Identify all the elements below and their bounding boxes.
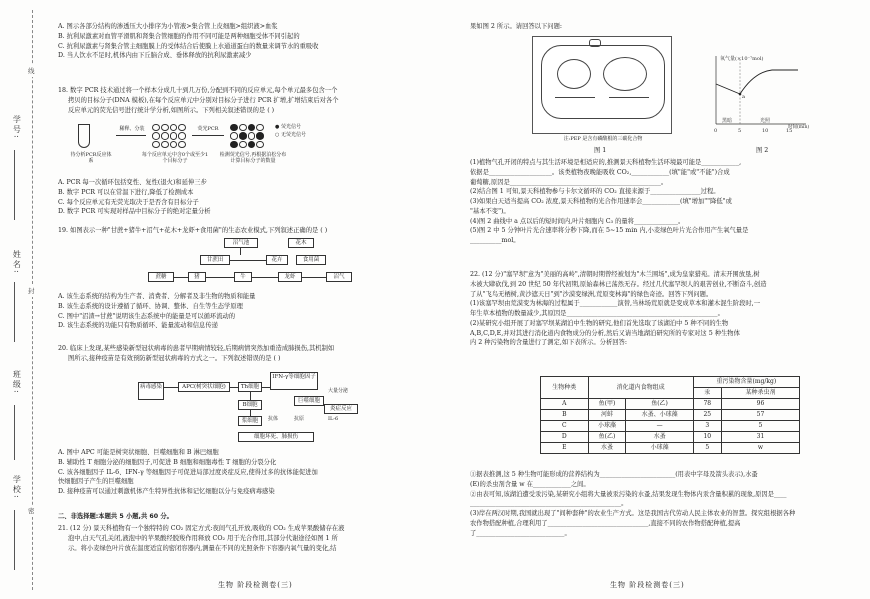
q19-option-a: A. 该生态系统的结构为生产者、消费者、分解者及非生物的物质和能量 [58,293,256,300]
pollutant-table [540,376,800,454]
right-column [470,0,858,599]
q21-sub-2: (2)结合图 1 可知,景天科植物参与卡尔文循环的 CO₂ 直接来源于________________过程。 [470,188,720,196]
school-blank[interactable] [14,510,15,570]
svg-text:a: a [742,94,745,100]
q21-subquestions [470,158,858,246]
q18-option-d: D. 数字 PCR 可实现对样品中目标分子的绝对定量分析 [58,208,211,216]
left-column [58,0,448,599]
table-row: C 小球藻 — 3 5 [541,421,800,432]
q21-sub-1c: 葡萄糖,原因是________________________________________________。 [470,178,668,186]
apc-box: APC(树突状细胞) [178,382,230,392]
binding-margin [0,0,52,599]
q19-options [58,292,448,331]
q22-sub-2b: A,B,C,D,E,并对其进行消化道内食物成分的分析,然后又请当地湖泊研究所的专家对这 5 种生物体 [470,329,740,337]
cam-pathway-figure [532,36,672,143]
cane-sugar-box: 蔗糖 [148,272,174,282]
mass-secretion-label: 大量分泌 [328,388,349,394]
pcr-sample-label: 待分析PCR反应体系 [70,152,112,164]
name-blank[interactable] [14,282,15,342]
x-tick-15: 15 [786,128,793,134]
class-label: 班级: [12,370,22,395]
right-footer: 生物 阶段检测卷(三) [610,581,685,590]
q20-options [58,448,448,497]
antibody-label: 抗体 [268,416,279,422]
fluor-pcr-label: 荧光PCR [197,126,219,132]
fig2-label: 图 2 [756,147,769,154]
reaction-grid-after [230,124,264,148]
inflammation-box: 炎症反应 [324,404,358,414]
arrow-1 [116,135,146,136]
b-cell-box: B细胞 [238,400,262,410]
col-diet: 消化道内食物组成 [588,377,693,399]
section-2-heading: 二、非选择题:本题共 5 小题,共 60 分。 [58,513,173,520]
sugarcane-field-box: 甘蔗田 [200,255,230,265]
q21-continued: 果如图 2 所示。请回答以下问题: [470,23,562,30]
question-19 [58,226,448,236]
cut-word-seal: 封 [28,285,35,297]
q22-sub-2c: 内 2 种污染物的含量进行了测定,如下表所示。分析回答: [470,339,627,347]
q21-stem-2: 泡中,白天气孔关闭,液泡中的苹果酸经脱羧作用释放 CO₂ 用于光合作用,其部分代谢途径如图 1 所 [68,534,338,542]
x-tick-0: 0 [714,128,718,134]
q18-stem-1: 18. 数字 PCR 技术通过将一个样本分成几十到几万份,分配到不同的反应单元,每个单元最多包含一个 [58,87,338,94]
dilute-label: 稀释、分装 [119,126,145,132]
col-pollutant: 重污染物含量(mg/kg) [693,377,799,388]
q22-stem-1: 22. (12 分)"塞罕坝"意为"美丽的高岭",清朝时期曾经被划为"木兰围场",成为皇家猎苑。清末开围放垦,树 [470,271,760,278]
q22-sub-2-2a: ②由表可知,该湖泊遭受汞污染,某研究小组将大量被汞污染的水蚤,结果发现生物体内汞含量积累的现象,原因是____ [470,490,787,498]
col-species: 生物种类 [541,377,589,399]
test-tube-icon [78,124,90,148]
x-tick-10: 10 [762,128,769,134]
question-20 [58,344,448,364]
student-id-blank[interactable] [14,150,15,220]
q19-option-b: B. 该生态系统的设计遵循了循环、协调、整体、自生等生态学原理 [58,302,243,310]
arrow-2 [192,135,224,136]
q22-sub-3c: 了____________________________。 [470,529,571,537]
q17-option-a: A. 图示各部分结构的渗透压大小排序为小管液>集合管上皮细胞>组织液>血浆 [58,23,278,30]
plasma-cell-box: 浆细胞 [238,416,262,426]
legend-positive: ● 荧光信号 [275,124,301,130]
table-row: A 鱼(甲) 鱼(乙) 78 96 [541,399,800,410]
q17-option-c: C. 抗利尿激素与肾集合管主细胞膜上的受体结合后使膜上水通道蛋白的数量来调节水的重吸收 [58,42,319,50]
table-row: B 河蚌 水蚤、小球藻 25 57 [541,410,800,421]
dark-zone-label: 黑暗 [722,118,733,124]
q17-options [58,22,448,61]
q20-option-a: A. 图中 APC 可能是树突状细胞、巨噬细胞和 B 淋巴细胞 [58,449,219,456]
q21-stem-1: 21. (12 分) 景天科植物有一个独特特的 CO₂ 固定方式:夜间气孔开放,吸收的 CO₂ 生成苹果酸储存在液 [58,525,345,532]
immune-mechanism-figure [138,370,378,448]
ifn-box: IFN-γ等细胞因子 [270,372,318,390]
q17-option-d: D. 当人饮水不足时,机体内由下丘脑合成、垂体释放的抗利尿激素减少 [58,52,252,60]
q19-option-c: C. 图中"沼渣→甘蔗"说明该生态系统中的能量是可以循环流动的 [58,312,236,320]
left-footer: 生物 阶段检测卷(三) [218,581,293,590]
virus-infection-box: 病毒感染 [138,382,164,400]
q22-sub-2-2b: ________________________________________________。 [470,500,628,508]
x-axis-label: 时间(min) [788,125,810,130]
q18-option-a: A. PCR 每一次循环包括变性、复性(退火)和延伸三步 [58,179,207,186]
question-22 [470,270,858,348]
q20-option-c1: C. 该各细胞因子 IL-6、IFN-γ 等细胞因子可促进局部过度炎症反应,使得过多的抗体能促进加 [58,468,318,476]
oxygen-chart [702,52,812,138]
q21-sub-3a: (3)如果白天适当提高 CO₂ 浓度,景天科植物的光合作用速率会____________(填"增加""降低"或 [470,198,732,205]
q20-option-b: B. 辅助性 T 细胞分泌的细胞因子,可促进 B 细胞和细胞毒性 T 细胞的分裂分化 [58,458,277,466]
fig1-caption: 注:PEP 是含有磷酸根的三碳化合物 [563,136,643,143]
flowers-box-top: 花木 [288,238,314,248]
q18-option-b: B. 数字 PCR 可以在常温下进行,降低了检测成本 [58,188,194,196]
q22-sub-1b: 年生草本植物的数量减少,其原因是________________________________________________。 [470,310,724,317]
light-zone-label: 光照 [760,118,771,124]
q21-sub-5a: (5)图 2 中 5 分钟叶片光合速率将分秒下降,而在 5~15 min 内,小麦绿色叶片光合作用产生氧气量是 [470,227,749,235]
q19-stem: 19. 如图表示一种"甘蔗+猪牛+沼气+花木+龙虾+食用菌"的生态农业模式,下列叙述正确的是 ( ) [58,227,328,234]
q22-stem-3: 了从"飞鸟无栖树,黄沙遮天日"到"沙漠变绿洲,荒原变林海"的绿色奇迹。回答下列问题。 [470,290,713,298]
q22-sub-1a: (1)该塞罕坝由荒漠变为林海的过程属于____________演替,当林场荒原就是变成草本和灌木混生阶段时,一 [470,300,760,308]
cattle-box: 牛 [234,272,252,282]
pcr-figure [70,122,400,172]
q18-stem-2: 拷贝的目标分子(DNA 模板),在每个反应单元中分别对目标分子进行 PCR 扩增,扩增结束后对各个 [68,96,339,104]
col-pesticide: 某种杀虫剂 [721,388,799,399]
pig-box: 猪 [188,272,206,282]
question-21 [58,524,448,553]
cut-word-line: 线 [28,65,35,77]
il6-label: IL-6 [328,416,339,422]
q22-followups [470,470,858,538]
student-id-label: 学号: [12,115,22,140]
q20-stem-1: 20. 临床上发现,某些感染新型冠状病毒的患者早期病情较轻,后期病情突然加重造成肺损伤,其机制如 [58,345,335,352]
q20-option-d: D. 接种疫苗可以通过刺激机体产生特异性抗体和记忆细胞以分与免疫病毒感染 [58,488,275,495]
crayfish-box: 龙虾 [278,272,302,282]
lung-injury-box: 细胞坏死、肺损伤 [238,432,314,442]
class-blank[interactable] [14,405,15,460]
q18-stem-3: 反应单元的荧光信号进行统计学分析,如图所示。下列相关叙述错误的是 ( ) [68,106,275,114]
q21-stem-3: 示。将小麦绿色叶片放在温度适宜的密闭容器内,测量在不同的光照条件下容器内氧气量的变化,结 [68,544,337,552]
q18-options [58,178,448,217]
th-cell-box: Th细胞 [238,382,262,392]
reaction-grid-before [152,124,186,148]
cut-word-dense: 密 [28,505,35,517]
q17-option-b: B. 抗利尿激素对血管平滑肌和肾集合管细胞的作用不同可能是两种细胞受体不同引起的 [58,32,300,40]
q21-sub-1a: (1)植物气孔开闭的特点与其生活环境是相适应的,推测景天科植物生活环境最可能是____________, [470,159,742,166]
name-label: 姓名: [12,250,22,275]
biogas-box: 沼气 [326,272,352,282]
q20-stem-2: 图所示,接种疫苗是有效预防新型冠状病毒的方式之一。下列叙述错误的是 ( ) [68,354,281,362]
detect-label: 检测荧光信号,再根据泊松分布计算目标分子的数量 [219,152,287,164]
table-row: D 鱼(乙) 水蚤 10 31 [541,432,800,443]
q18-option-c: C. 每个反应单元有无荧光取决于是否含有目标分子 [58,198,199,206]
x-tick-5: 5 [738,128,742,134]
table-row: E 水蚤 小球藻 5 w [541,443,800,454]
q21-sub-4: (4)图 2 曲线中 a 点以后的短时间内,叶片细胞内 C₃ 的量将______________。 [470,217,685,225]
q22-sub-3a: (3)岸在两汉时期,我国就出现了"间种套种"的农业生产方式。这是我国古代劳动人民主体农业的智慧。探究组根据各种 [470,510,796,517]
school-label: 学校: [12,475,22,500]
question-18 [58,86,448,115]
legend-negative: ○ 无荧光信号 [275,132,306,138]
y-axis-label: 氧气量(×10⁻⁷mol) [720,56,764,62]
q20-option-c2: 快细胞因子产生的巨噬细胞 [58,478,134,486]
q22-sub-2a: (2)某研究小组开展了对塞罕坝某湖泊中生物的研究,他们首先选取了该湖泊中 5 种不同的生物 [470,319,729,327]
q21-sub-5b: __________mol。 [470,237,520,244]
q22-sub-2-1a: ①据表推测,这 5 种生物可能形成的营养结构为________________________(用表中字母及箭头表示),水蚤 [470,471,758,478]
flowers-box: 花卉 [266,255,288,265]
biogas-pool-box: 沼气池 [224,238,258,248]
q21-sub-1b: 依据是____________________。该类植物夜晚能吸收 CO₂,____________(填"能"或"不能")合成 [470,168,730,176]
fig1-label: 图 1 [594,147,607,154]
macrophage-box: 巨噬细胞 [294,396,324,406]
q22-sub-3b: 农作物搭配种植,合理利用了________________________________,直接不同的农作物搭配种植,提高 [470,519,741,527]
col-mercury: 汞 [693,388,721,399]
q21-sub-3b: "基本不变")。 [470,207,510,215]
antigen-label: 抗原 [294,416,305,422]
cut-line [32,10,33,590]
mushroom-box: 食用菌 [296,255,326,265]
eco-farm-figure [148,238,378,288]
q22-stem-2: 木被大肆砍伐,到 20 世纪 50 年代初期,原始森林已荡然无存。经过几代塞罕坝人的艰苦创业,不断奋斗,创造 [470,280,767,288]
q19-option-d: D. 该生态系统的功能只有物质循环、能量流动和信息传递 [58,322,218,330]
unit-label: 每个反应单元中含0个或至少1个目标分子 [141,152,209,164]
q22-sub-2-1b: (E)的杀虫剂含量 w 在____________之间。 [470,480,590,488]
